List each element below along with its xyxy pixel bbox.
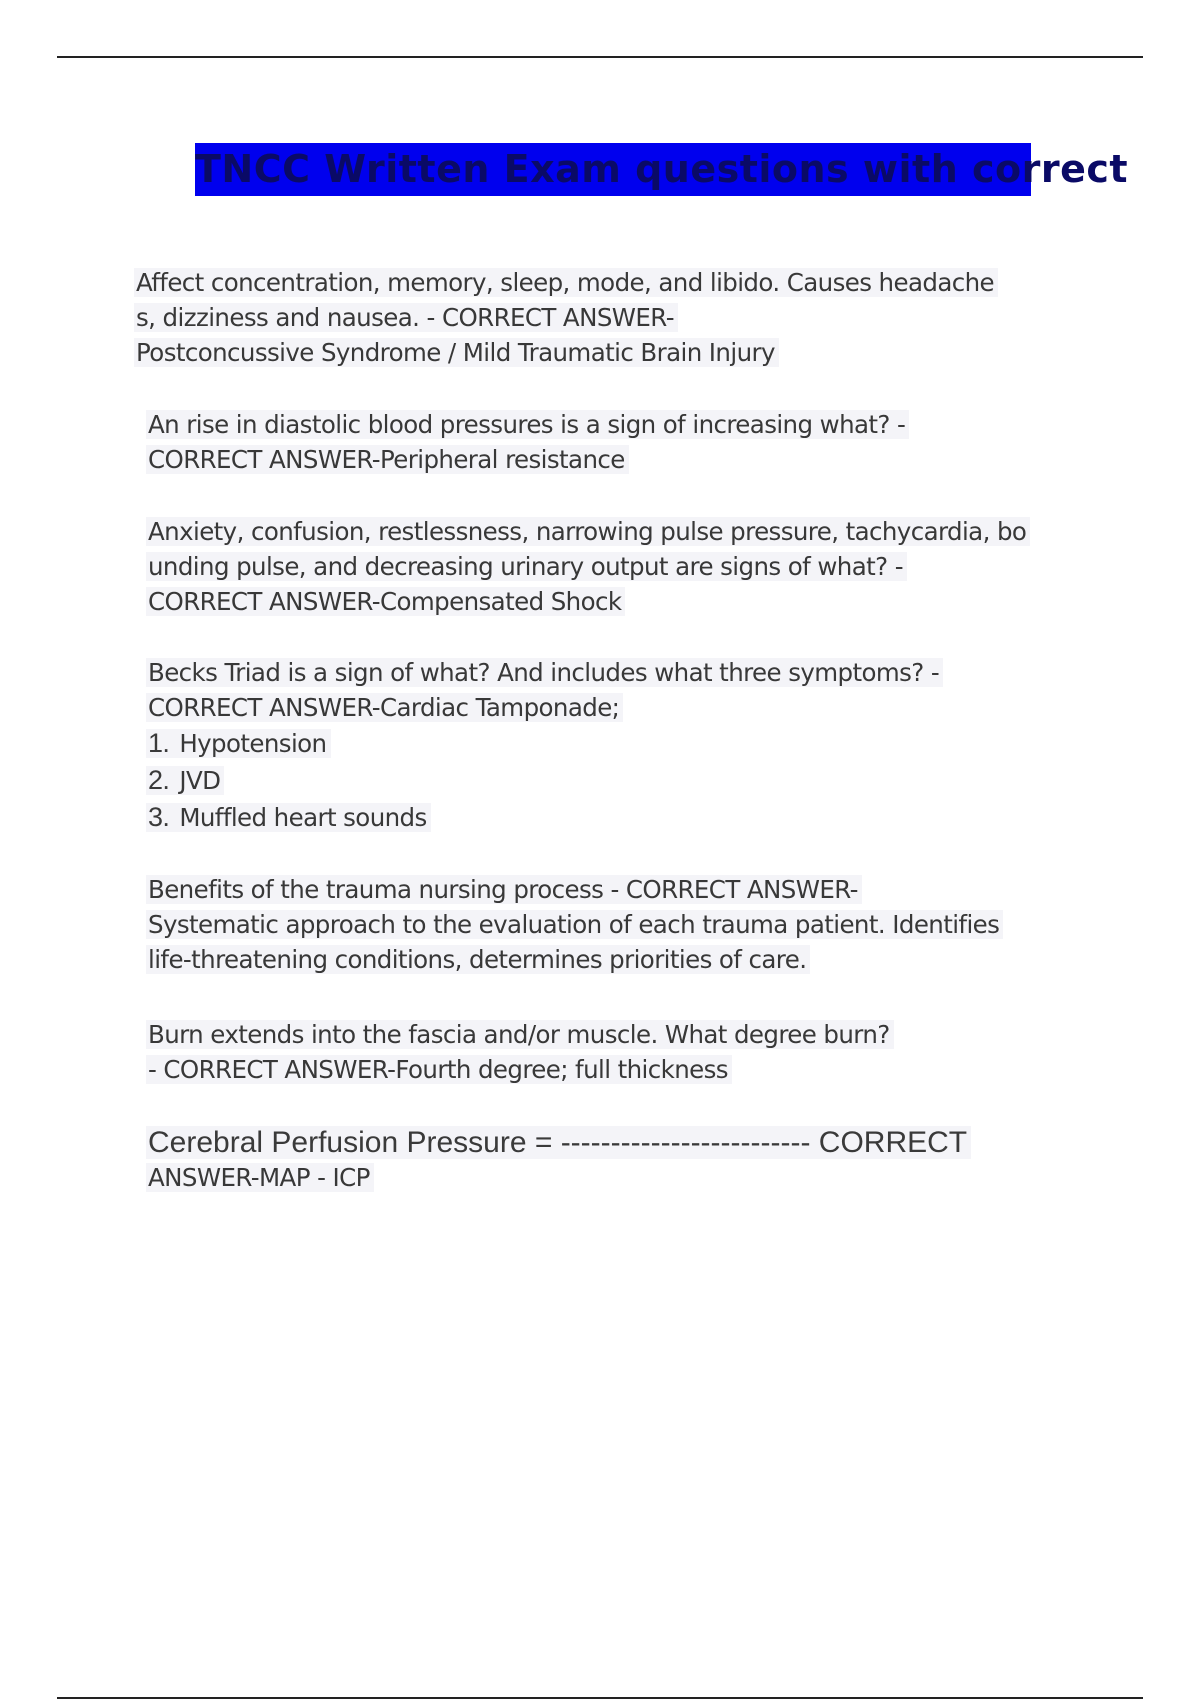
qa-line: Burn extends into the fascia and/or muscle. What degree burn? (146, 1017, 894, 1052)
qa-line: Postconcussive Syndrome / Mild Traumatic Brain Injury (134, 335, 998, 370)
list-text: Hypotension (179, 729, 327, 758)
list-text: JVD (179, 766, 221, 795)
qa-line: s, dizziness and nausea. - CORRECT ANSWER- (134, 300, 998, 335)
list-number: 3. (148, 802, 170, 832)
list-text: Muffled heart sounds (179, 803, 427, 832)
qa-line: life-threatening conditions, determines priorities of care. (146, 942, 1003, 977)
list-number: 2. (148, 765, 170, 795)
qa-line: Becks Triad is a sign of what? And includes what three symptoms? - (146, 655, 943, 690)
list-item (146, 799, 943, 836)
qa-line: unding pulse, and decreasing urinary output are signs of what? - (146, 549, 1030, 584)
document-title: TNCC Written Exam questions with correct (195, 147, 1129, 191)
footer-rule (57, 1697, 1143, 1699)
qa-line: Affect concentration, memory, sleep, mode, and libido. Causes headache (134, 265, 998, 300)
qa-line: CORRECT ANSWER-Compensated Shock (146, 584, 1030, 619)
qa-item-becks-triad (146, 655, 943, 836)
qa-line: CORRECT ANSWER-Cardiac Tamponade; (146, 690, 943, 725)
list-item (146, 725, 943, 762)
qa-item-trauma-nursing-process (146, 872, 1003, 977)
qa-line: An rise in diastolic blood pressures is a sign of increasing what? - (146, 407, 909, 442)
qa-item-cerebral-perfusion (146, 1125, 971, 1195)
qa-line: Anxiety, confusion, restlessness, narrowing pulse pressure, tachycardia, bo (146, 514, 1030, 549)
list-number: 1. (148, 728, 170, 758)
list-item (146, 762, 943, 799)
qa-line: Benefits of the trauma nursing process - CORRECT ANSWER- (146, 872, 1003, 907)
qa-line: - CORRECT ANSWER-Fourth degree; full thickness (146, 1052, 894, 1087)
qa-line: Cerebral Perfusion Pressure = ------------------------- CORRECT (146, 1125, 971, 1160)
qa-item-postconcussive (134, 265, 998, 370)
header-rule (57, 56, 1143, 58)
qa-item-diastolic (146, 407, 909, 477)
qa-item-burn-degree (146, 1017, 894, 1087)
qa-line: ANSWER-MAP - ICP (146, 1160, 971, 1195)
qa-line: Systematic approach to the evaluation of each trauma patient. Identifies (146, 907, 1003, 942)
qa-line: CORRECT ANSWER-Peripheral resistance (146, 442, 909, 477)
qa-item-compensated-shock (146, 514, 1030, 619)
document-title-banner (195, 143, 1129, 196)
